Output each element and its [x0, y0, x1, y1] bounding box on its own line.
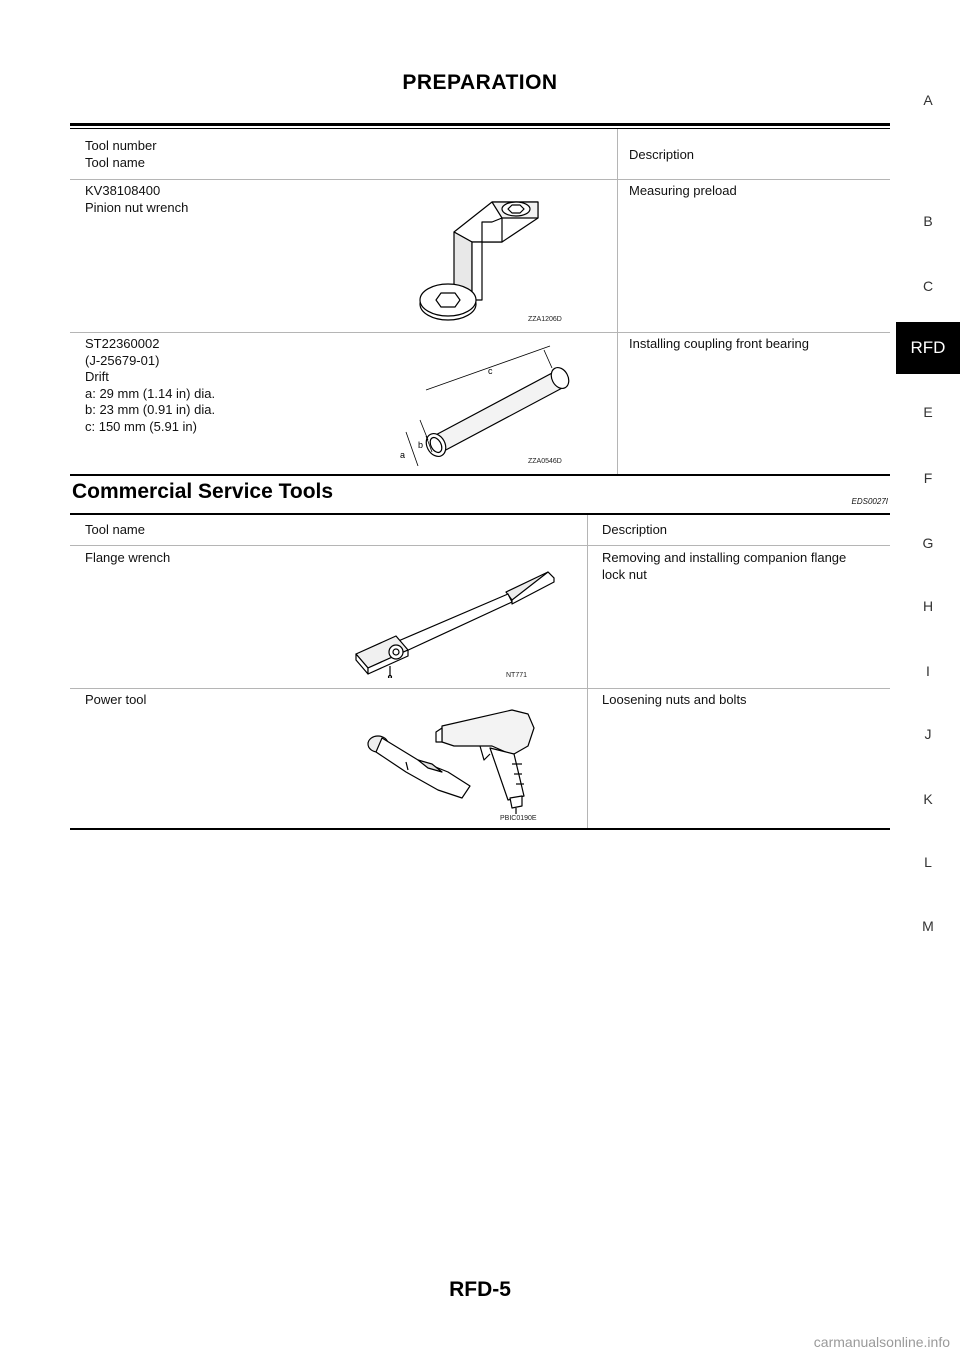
row-divider [70, 545, 890, 546]
description-installing-coupling-front-bearing: Installing coupling front bearing [629, 336, 809, 351]
column-divider [587, 515, 588, 829]
table-top-rule-thin [70, 128, 890, 129]
drift-label-a: a [400, 450, 406, 460]
header-tool-name: Tool name [85, 522, 145, 537]
description-removing-installing-flange: Removing and installing companion flange lock nut [602, 550, 847, 582]
figure-code-pbic0190e: PBIC0190E [500, 815, 537, 822]
row-divider [70, 332, 890, 333]
figure-code-zza1206d: ZZA1206D [528, 316, 562, 323]
power-tool-icon [362, 702, 552, 816]
header-description: Description [602, 522, 668, 537]
index-letter-c[interactable]: C [922, 278, 934, 294]
page-number: RFD-5 [449, 1278, 511, 1301]
drift-icon [392, 340, 576, 466]
index-tab-rfd[interactable]: RFD [896, 322, 960, 374]
index-letter-b[interactable]: B [923, 213, 933, 229]
flange-wrench-icon [352, 566, 562, 678]
index-letter-h[interactable]: H [922, 598, 934, 614]
index-letter-g[interactable]: G [922, 535, 934, 551]
tool-flange-wrench: Flange wrench [85, 550, 171, 565]
table-bottom-rule [70, 474, 890, 476]
index-letter-i[interactable]: I [926, 663, 930, 679]
page-title: PREPARATION [402, 71, 558, 94]
index-letter-l[interactable]: L [924, 854, 932, 870]
figure-code-nt771: NT771 [506, 672, 528, 679]
column-divider [617, 129, 618, 475]
index-letter-k[interactable]: K [923, 791, 933, 807]
table2-bottom-rule [70, 828, 890, 830]
index-letter-m[interactable]: M [922, 918, 934, 934]
index-letter-a[interactable]: A [923, 92, 933, 108]
index-letter-f[interactable]: F [923, 470, 933, 486]
section-code: EDS0027I [851, 497, 888, 506]
drift-label-b: b [418, 440, 424, 450]
table-top-rule [70, 123, 890, 126]
drift-label-c: c [488, 366, 493, 376]
tool-drift: ST22360002 (J-25679-01) Drift a: 29 mm (1.14 in) dia. b: 23 mm (0.91 in) dia. c: 150 mm (5.91 in) [85, 336, 216, 434]
header-description: Description [629, 147, 695, 162]
row-divider [70, 688, 890, 689]
header-tool-number-name: Tool number Tool name [85, 138, 157, 170]
pinion-nut-wrench-icon [410, 192, 570, 330]
description-measuring-preload: Measuring preload [629, 183, 737, 198]
row-divider [70, 179, 890, 180]
index-letter-e[interactable]: E [923, 404, 933, 420]
tool-power-tool: Power tool [85, 692, 147, 707]
figure-code-zza0546d: ZZA0546D [528, 458, 562, 465]
table2-top-rule [70, 513, 890, 515]
description-loosening-nuts-bolts: Loosening nuts and bolts [602, 692, 747, 707]
section-title: Commercial Service Tools [72, 480, 334, 503]
tool-pinion-nut-wrench: KV38108400 Pinion nut wrench [85, 183, 189, 215]
index-letter-j[interactable]: J [924, 726, 932, 742]
watermark: carmanualsonline.info [813, 1334, 950, 1350]
